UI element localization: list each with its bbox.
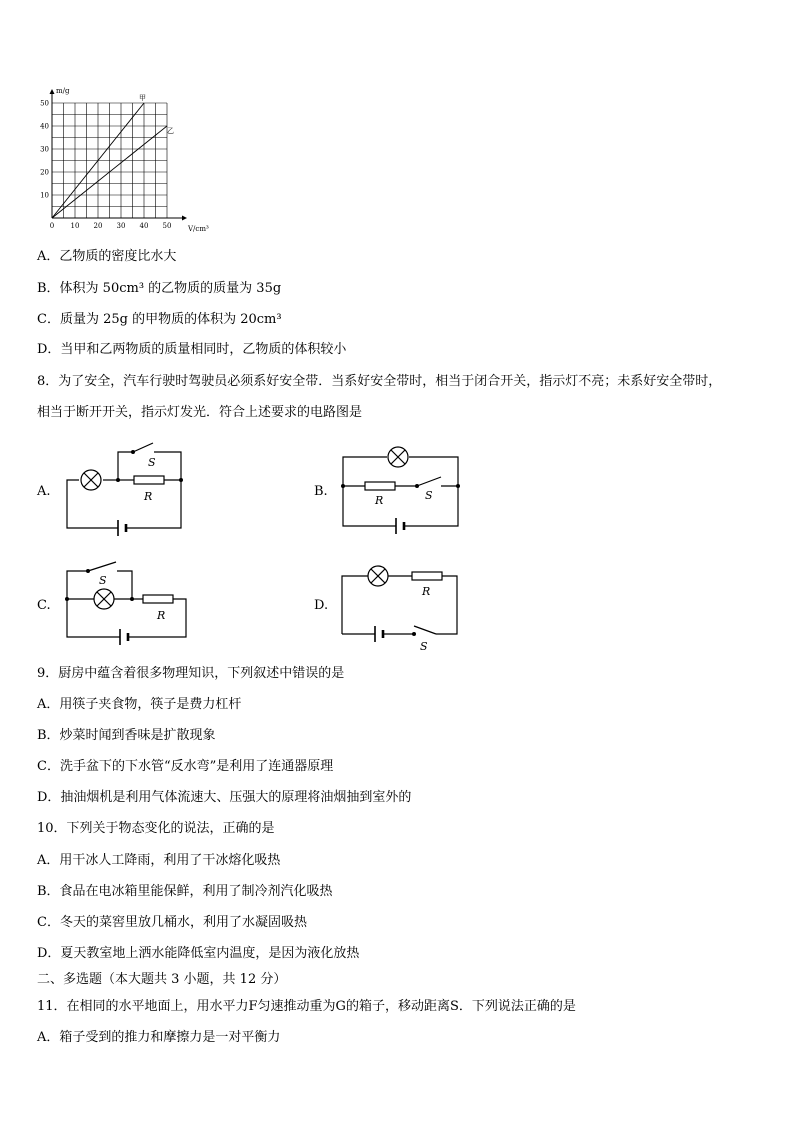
circuit-b-label: B. [314,484,328,499]
circuit-a-resistor-label: R [144,490,153,503]
x-tick-label: 30 [116,222,126,230]
circuit-c-switch-label: S [99,574,107,587]
circuit-b-resistor-label: R [375,494,384,507]
q7-option-d: D．当甲和乙两物质的质量相同时，乙物质的体积较小 [37,342,347,357]
section-heading: 二、多选题（本大题共 3 小题，共 12 分） [37,972,287,987]
x-tick-label: 0 [49,222,55,230]
q10-option-d: D．夏天教室地上洒水能降低室内温度，是因为液化放热 [37,946,360,961]
circuit-c-label: C. [37,598,51,613]
y-tick-label: 20 [40,168,49,177]
circuit-d-label: D. [314,598,329,613]
series-label-jia: 甲 [139,94,146,102]
graph-grid [52,103,167,218]
q9-stem: 9．厨房中蕴含着很多物理知识，下列叙述中错误的是 [37,666,345,681]
mass-volume-graph [30,85,220,235]
q9-option-b: B．炒菜时闻到香味是扩散现象 [37,728,216,743]
y-tick-label: 50 [40,99,49,108]
q10-option-c: C．冬天的菜窖里放几桶水，利用了水凝固吸热 [37,915,307,930]
q10-option-b: B．食品在电冰箱里能保鲜，利用了制冷剂汽化吸热 [37,884,333,899]
q7-option-c: C．质量为 25g 的甲物质的体积为 20cm³ [37,312,282,327]
q10-option-a: A．用干冰人工降雨，利用了干冰熔化吸热 [37,853,281,868]
x-tick-label: 20 [93,222,103,230]
q7-option-a: A．乙物质的密度比水大 [37,249,177,264]
y-axis-unit: m/g [56,87,70,95]
circuit-a-switch-label: S [148,456,156,469]
y-tick-label: 40 [40,122,49,131]
q11-option-a: A．箱子受到的推力和摩擦力是一对平衡力 [37,1030,281,1045]
series-label-yi: 乙 [167,127,174,135]
q11-stem: 11．在相同的水平地面上，用水平力F匀速推动重为G的箱子，移动距离S．下列说法正确的是 [37,999,576,1014]
q9-option-d: D．抽油烟机是利用气体流速大、压强大的原理将油烟抽到室外的 [37,790,412,805]
circuit-d-resistor-label: R [422,585,431,598]
x-tick-label: 50 [162,222,172,230]
y-tick-label: 30 [40,145,49,154]
q8-stem-line1: 8．为了安全，汽车行驶时驾驶员必须系好安全带．当系好安全带时，相当于闭合开关，指示灯不亮；未系好安全带时， [37,374,722,389]
circuit-d [338,560,468,655]
circuit-a [60,440,195,545]
circuit-a-label: A. [37,484,51,499]
circuit-b [338,440,468,545]
graph-axes [50,89,188,221]
circuit-c [60,555,195,655]
circuit-c-resistor-label: R [157,609,166,622]
y-tick-label: 10 [40,191,49,200]
circuit-d-switch-label: S [420,640,428,653]
x-axis-unit: V/cm³ [188,225,209,233]
q9-option-c: C．洗手盆下的下水管“反水弯”是利用了连通器原理 [37,759,334,774]
q10-stem: 10．下列关于物态变化的说法，正确的是 [37,821,275,836]
q9-option-a: A．用筷子夹食物，筷子是费力杠杆 [37,697,242,712]
circuit-b-switch-label: S [425,489,433,502]
q8-stem-line2: 相当于断开开关，指示灯发光．符合上述要求的电路图是 [37,405,363,420]
q7-option-b: B．体积为 50cm³ 的乙物质的质量为 35g [37,281,282,296]
x-tick-label: 10 [70,222,80,230]
x-tick-label: 40 [139,222,149,230]
